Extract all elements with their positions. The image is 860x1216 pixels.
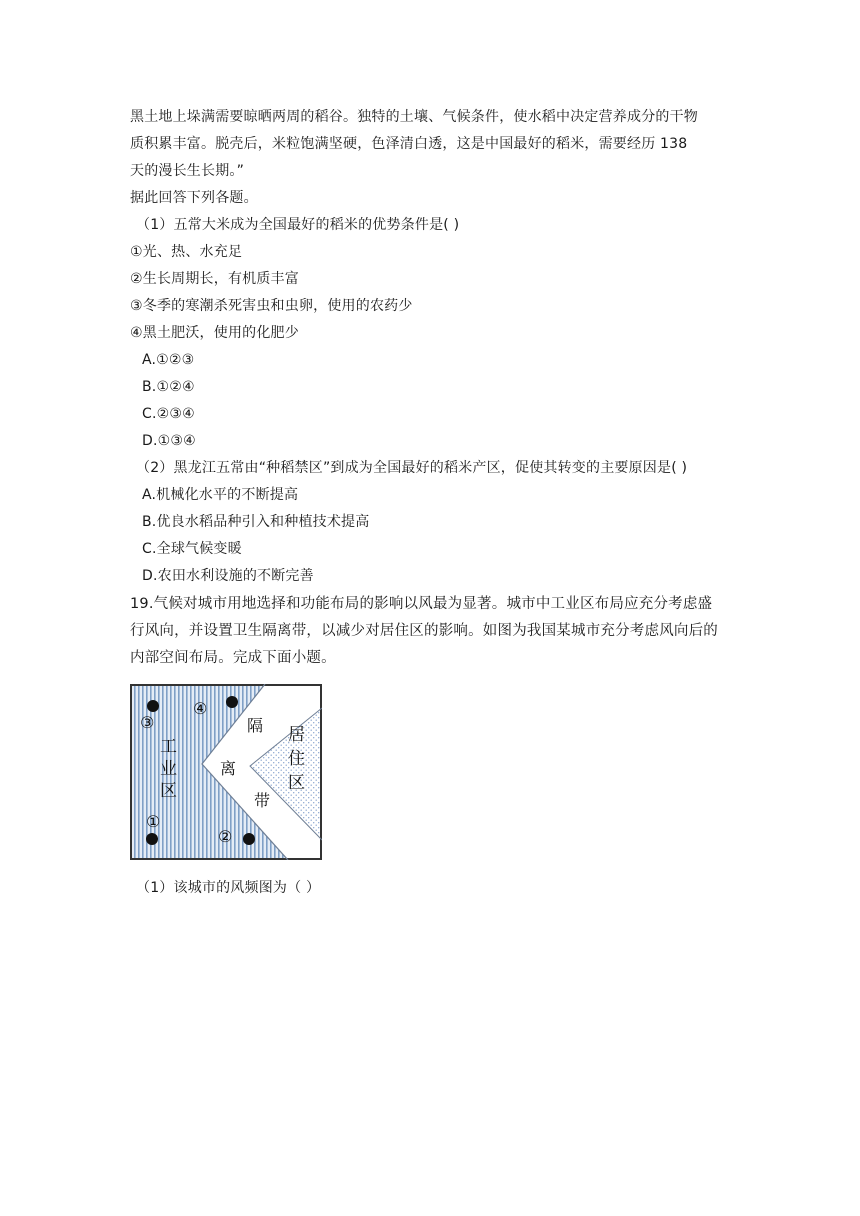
marker-1: ① (146, 812, 161, 831)
statement-item-1: ①光、热、水充足 (130, 244, 243, 260)
factory-dot-2 (243, 833, 255, 845)
industrial-label-2: 业 (160, 759, 177, 779)
statement-item-2: ②生长周期长，有机质丰富 (130, 271, 299, 287)
question-19-line-3: 内部空间布局。完成下面小题。 (130, 650, 336, 666)
q18-1-option-a: A.①②③ (142, 352, 195, 368)
question-19-line-2: 行风向，并设置卫生隔离带，以减少对居住区的影响。如图为我国某城市充分考虑风向后的 (130, 623, 718, 639)
passage-line-1: 黑土地上垛满需要晾晒两周的稻谷。独特的土壤、气候条件，使水稻中决定营养成分的干物 (130, 109, 698, 125)
question-18-2-stem: （2）黑龙江五常由“种稻禁区”到成为全国最好的稻米产区，促使其转变的主要原因是( ) (136, 460, 688, 476)
q18-2-option-d: D.农田水利设施的不断完善 (142, 568, 314, 584)
buffer-label-2: 离 (220, 759, 237, 778)
marker-4: ④ (193, 699, 208, 718)
residential-label-1: 居 (288, 725, 305, 745)
factory-dot-4 (226, 696, 238, 708)
industrial-label-1: 工 (160, 737, 177, 757)
q18-1-option-b: B.①②④ (142, 379, 195, 395)
q18-1-option-d: D.①③④ (142, 433, 196, 449)
passage-line-2: 质积累丰富。脱壳后，米粒饱满坚硬，色泽清白透，这是中国最好的稻米，需要经历 138 (130, 136, 688, 152)
buffer-label-1: 隔 (247, 716, 264, 735)
marker-2: ② (218, 827, 233, 846)
industrial-label-3: 区 (160, 781, 177, 801)
passage-instruction: 据此回答下列各题。 (130, 190, 258, 206)
statement-item-3: ③冬季的寒潮杀死害虫和虫卵，使用的农药少 (130, 298, 413, 314)
passage-line-3: 天的漫长生长期。” (130, 163, 245, 179)
question-19-1-stem: （1）该城市的风频图为（ ） (136, 880, 321, 896)
buffer-label-3: 带 (254, 791, 271, 810)
q18-2-option-c: C.全球气候变暖 (142, 541, 242, 557)
city-layout-figure (130, 684, 322, 860)
question-19-line-1: 19.气候对城市用地选择和功能布局的影响以风最为显著。城市中工业区布局应充分考虑盛 (130, 596, 713, 612)
q18-2-option-a: A.机械化水平的不断提高 (142, 487, 299, 503)
factory-dot-3 (147, 700, 159, 712)
factory-dot-1 (146, 833, 158, 845)
statement-item-4: ④黑土肥沃，使用的化肥少 (130, 325, 299, 341)
residential-label-2: 住 (288, 749, 305, 769)
question-18-1-stem: （1）五常大米成为全国最好的稻米的优势条件是( ) (136, 217, 460, 233)
marker-3: ③ (140, 713, 155, 732)
q18-1-option-c: C.②③④ (142, 406, 195, 422)
residential-label-3: 区 (288, 773, 305, 793)
q18-2-option-b: B.优良水稻品种引入和种植技术提高 (142, 514, 370, 530)
